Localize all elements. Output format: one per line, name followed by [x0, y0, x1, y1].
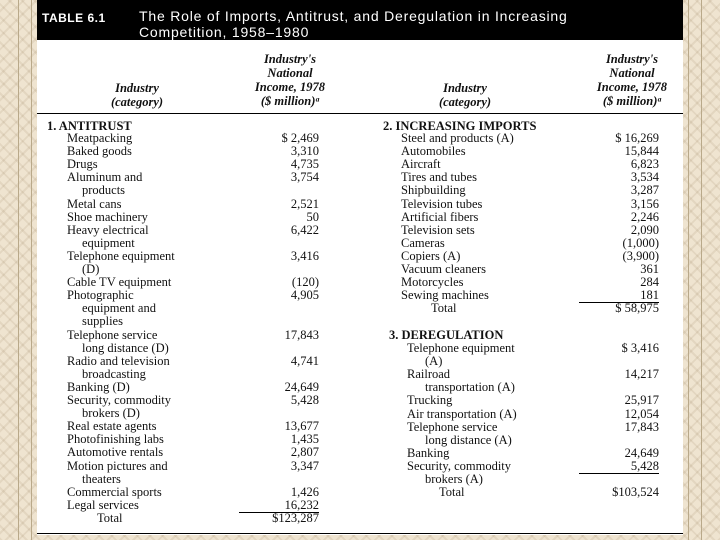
row-value: $103,524 [612, 485, 659, 500]
row-value: 181 [579, 289, 659, 303]
right-income-heading: Industry's National Income, 1978 ($ million)ᵃ [596, 52, 668, 108]
row-label: Railroad [407, 367, 451, 382]
row-value: 3,310 [290, 144, 319, 159]
document-page [37, 0, 683, 535]
row-label: Banking (D) [67, 379, 130, 394]
row-label: Motorcycles [401, 275, 464, 290]
row-value: (1,000) [622, 235, 659, 250]
row-label: brokers (D) [82, 406, 140, 421]
row-label: Photofinishing labs [67, 432, 164, 447]
row-value: 17,843 [284, 327, 319, 342]
row-label: Real estate agents [67, 419, 157, 434]
row-value: 16,232 [239, 499, 319, 513]
table-title-line2: Competition, 1958–1980 [139, 24, 310, 40]
row-label: Telephone equipment [407, 341, 515, 355]
row-label: Automobiles [401, 144, 466, 159]
row-label: Tires and tubes [401, 170, 477, 185]
left-income-heading: Industry's National Income, 1978 ($ million)ᵃ [254, 52, 326, 108]
row-label: long distance (D) [82, 340, 169, 355]
row-label: Air transportation (A) [407, 406, 517, 421]
row-value: 284 [640, 275, 659, 290]
row-label: Telephone equipment [67, 248, 175, 263]
row-label: Shoe machinery [67, 209, 148, 224]
row-label: Motion pictures and [67, 458, 168, 473]
row-label: Shipbuilding [401, 183, 466, 198]
row-value: 25,917 [624, 393, 659, 408]
row-label: Security, commodity [67, 393, 172, 407]
row-value: 24,649 [284, 379, 319, 394]
table-header-bar [37, 0, 683, 40]
row-label: equipment and [82, 301, 156, 316]
row-value: 1,426 [290, 484, 319, 499]
row-label: Vacuum cleaners [401, 262, 487, 276]
imports-heading: 2. INCREASING IMPORTS [383, 119, 537, 133]
row-label: Commercial sports [67, 484, 162, 499]
row-label: supplies [82, 314, 123, 329]
row-value: 4,735 [290, 157, 319, 172]
row-label: Television tubes [401, 196, 483, 211]
row-value: 17,843 [624, 419, 659, 434]
row-value: 4,741 [290, 353, 319, 368]
row-label: Steel and products (A) [401, 131, 514, 145]
row-label: equipment [82, 235, 135, 250]
antitrust-heading: 1. ANTITRUST [47, 119, 132, 133]
row-value: 3,287 [630, 183, 659, 198]
row-value: 3,347 [290, 458, 319, 473]
row-value: 4,905 [290, 288, 319, 303]
row-value: 50 [306, 209, 319, 224]
row-label: (D) [82, 262, 100, 276]
row-label: Trucking [407, 393, 453, 408]
row-label: broadcasting [82, 366, 146, 381]
bottom-rule [37, 533, 683, 534]
row-value: 13,677 [284, 419, 319, 434]
row-label: theaters [82, 471, 121, 486]
row-label: Total [97, 510, 123, 525]
row-label: Television sets [401, 222, 475, 237]
header-rule [37, 113, 683, 114]
row-label: Radio and television [67, 353, 170, 368]
row-value: 14,217 [624, 367, 659, 382]
row-label: (A) [425, 354, 443, 369]
row-label: Telephone service [407, 419, 498, 434]
left-industry-heading: Industry (category) [110, 81, 164, 109]
row-value: 3,754 [290, 170, 319, 185]
row-label: Drugs [67, 157, 98, 172]
row-label: Metal cans [67, 196, 122, 211]
row-label: Total [439, 485, 465, 500]
row-label: transportation (A) [425, 380, 515, 395]
row-label: Sewing machines [401, 288, 489, 303]
row-label: Legal services [67, 497, 139, 512]
row-value: $ 2,469 [281, 131, 319, 145]
right-border-decoration [688, 0, 702, 540]
row-label: brokers (A) [425, 472, 483, 486]
row-label: Telephone service [67, 327, 158, 342]
row-label: products [82, 183, 126, 198]
row-value: 3,534 [630, 170, 659, 185]
row-label: Baked goods [67, 144, 132, 159]
row-label: Security, commodity [407, 458, 512, 473]
row-label: Cable TV equipment [67, 275, 172, 290]
row-label: Cameras [401, 235, 445, 250]
row-value: 2,090 [630, 222, 659, 237]
left-border-decoration [18, 0, 32, 540]
row-value: 15,844 [624, 144, 659, 159]
row-value: 3,156 [630, 196, 659, 211]
row-label: Copiers (A) [401, 248, 461, 263]
row-label: Artificial fibers [401, 209, 479, 224]
row-label: Meatpacking [67, 131, 133, 145]
row-value: 361 [640, 262, 659, 276]
row-value: $ 3,416 [621, 341, 659, 355]
row-label: Photographic [67, 288, 134, 303]
row-label: Heavy electrical [67, 222, 149, 237]
row-label: Total [431, 301, 457, 316]
row-value: 5,428 [579, 460, 659, 474]
row-value: 6,823 [630, 157, 659, 172]
deregulation-heading: 3. DEREGULATION [389, 328, 504, 342]
row-label: Aluminum and [67, 170, 143, 185]
row-value: 2,521 [290, 196, 319, 211]
right-industry-heading: Industry (category) [438, 81, 492, 109]
row-value: $ 58,975 [615, 301, 659, 316]
row-value: 5,428 [290, 393, 319, 407]
row-label: Banking [407, 445, 450, 460]
row-value: 24,649 [624, 445, 659, 460]
row-value: $ 16,269 [615, 131, 659, 145]
table-title-line1: The Role of Imports, Antitrust, and Deregulation in Increasing [139, 8, 568, 24]
row-value: (3,900) [622, 248, 659, 263]
row-value: 1,435 [290, 432, 319, 447]
row-value: 12,054 [624, 406, 659, 421]
row-value: 6,422 [290, 222, 319, 237]
row-value: $123,287 [272, 510, 319, 525]
table-label: TABLE 6.1 [42, 11, 106, 25]
row-label: long distance (A) [425, 432, 512, 447]
row-value: 3,416 [290, 248, 319, 263]
row-value: (120) [291, 275, 319, 290]
row-label: Automotive rentals [67, 445, 164, 460]
row-value: 2,246 [630, 209, 659, 224]
row-value: 2,807 [290, 445, 319, 460]
row-label: Aircraft [401, 157, 441, 172]
